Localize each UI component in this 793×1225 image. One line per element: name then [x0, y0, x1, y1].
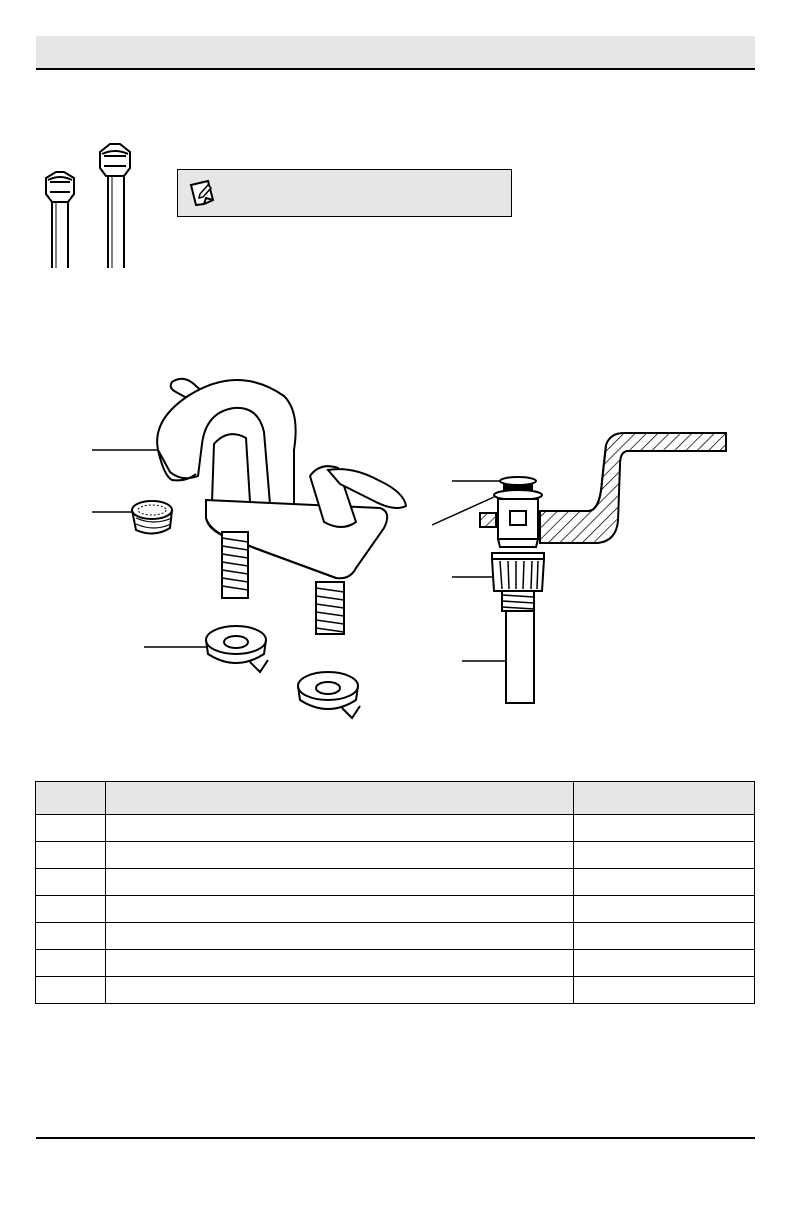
faucet-assembly-illustration — [88, 372, 418, 742]
table-cell-part — [36, 923, 106, 950]
table-row — [36, 869, 755, 896]
drain-mounting-nut — [492, 553, 544, 591]
table-row — [36, 815, 755, 842]
table-row — [36, 896, 755, 923]
supply-hoses-illustration — [28, 138, 158, 270]
left-shank — [222, 532, 248, 598]
footer-rule — [36, 1137, 755, 1139]
drain-thread — [502, 591, 534, 611]
table-cell-part — [36, 977, 106, 1004]
mounting-gasket — [206, 626, 268, 672]
parts-table — [35, 781, 755, 1004]
pop-up-drain-cross-section-illustration — [428, 425, 738, 710]
left-hose — [46, 172, 74, 268]
table-cell-part — [36, 950, 106, 977]
table-cell-part — [36, 869, 106, 896]
table-cell-part — [36, 842, 106, 869]
table-cell-quantity — [574, 923, 755, 950]
table-cell-part — [36, 815, 106, 842]
table-cell-quantity — [574, 815, 755, 842]
table-cell-quantity — [574, 896, 755, 923]
table-cell-description — [106, 869, 574, 896]
table-cell-quantity — [574, 842, 755, 869]
aerator — [132, 501, 172, 534]
page-header-bar — [36, 36, 755, 70]
table-cell-quantity — [574, 869, 755, 896]
table-cell-quantity — [574, 950, 755, 977]
drain-stopper — [494, 477, 542, 500]
note-box — [177, 169, 512, 217]
column-header-part — [36, 782, 106, 815]
column-header-quantity — [574, 782, 755, 815]
table-cell-description — [106, 923, 574, 950]
table-cell-quantity — [574, 977, 755, 1004]
table-row — [36, 950, 755, 977]
table-row — [36, 842, 755, 869]
column-header-description — [106, 782, 574, 815]
table-cell-part — [36, 896, 106, 923]
table-cell-description — [106, 842, 574, 869]
drain-body — [498, 499, 538, 547]
table-header-row — [36, 782, 755, 815]
table-row — [36, 923, 755, 950]
mounting-gasket — [298, 672, 360, 718]
right-hose — [100, 144, 130, 268]
right-shank — [316, 582, 344, 634]
drain-tailpiece — [506, 611, 534, 703]
table-cell-description — [106, 815, 574, 842]
table-cell-description — [106, 950, 574, 977]
table-cell-description — [106, 977, 574, 1004]
table-cell-description — [106, 896, 574, 923]
table-row — [36, 977, 755, 1004]
note-pencil-icon — [188, 178, 218, 208]
